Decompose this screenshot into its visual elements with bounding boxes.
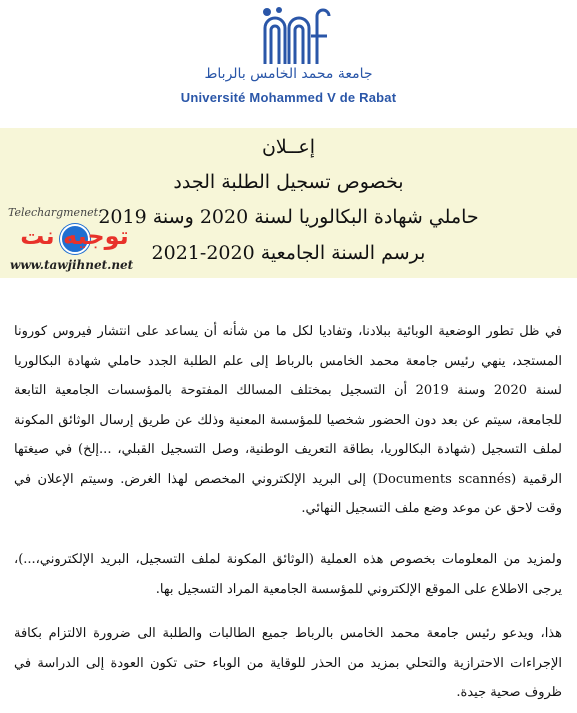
announcement-title: إعــلان bbox=[261, 136, 316, 158]
watermark-brand-text: توجيه نت bbox=[20, 222, 129, 250]
watermark-brand bbox=[12, 220, 137, 258]
watermark-label: Telechargmenet: bbox=[8, 206, 102, 219]
university-name-french: Université Mohammed V de Rabat bbox=[180, 90, 397, 105]
paragraph-registration: في ظل تطور الوضعية الوبائية ببلادنا، وتفاديا لكل ما من شأنه أن يساعد على انتشار فيروس كورونا المستجد، ينهي رئيس جامعة محمد الخامس بالرباط إلى علم الطلبة الجدد حاملي شهادة البكالوريا لسنة 2020 وسنة 2019 أن التسجيل بمختلف المسالك المفتوحة بالمؤسسات الجامعية التابعة للجامعة، سيتم عن بعد دون الحضور شخصيا للمؤسسة المعنية وذلك عن طريق إرسال الوثائق المكونة لملف التسجيل (شهادة البكالوريا، بطاقة التعريف الوطنية، وصل التسجيل القبلي، ...إلخ) في صيغتها الرقمية (Documents scannés) إلى البريد الإلكتروني المخصص لهذا الغرض. وسيتم الإعلان في وقت لاحق عن موعد وضع ملف التسجيل النهائي. bbox=[14, 324, 563, 516]
letterhead bbox=[0, 0, 577, 128]
announcement-year: برسم السنة الجامعية 2020-2021 bbox=[151, 242, 426, 264]
paragraph-information: ولمزيد من المعلومات بخصوص هذه العملية (الوثائق المكونة لملف التسجيل، البريد الإلكتروني،...)، يرجى الاطلاع على الموقع الإلكتروني للمؤسسة الجامعية المراد التسجيل بها. bbox=[14, 552, 562, 597]
university-logo-icon bbox=[255, 6, 335, 66]
paragraph-precautions: هذا، ويدعو رئيس جامعة محمد الخامس بالرباط جميع الطالبات والطلبة الى ضرورة الالتزام بكافة الإجراءات الاحترازية والتحلي بمزيد من الحذر للوقاية من الوباء حتى تكون العودة إلى الدراسة في ظروف صحية جيدة. bbox=[14, 626, 562, 700]
watermark-url: www.tawjihnet.net bbox=[10, 258, 134, 272]
university-name-arabic: جامعة محمد الخامس بالرباط bbox=[204, 66, 373, 82]
announcement-target: حاملي شهادة البكالوريا لسنة 2020 وسنة 2019 bbox=[98, 206, 479, 228]
site-watermark bbox=[6, 206, 141, 276]
announcement-subject: بخصوص تسجيل الطلبة الجدد bbox=[173, 171, 404, 193]
